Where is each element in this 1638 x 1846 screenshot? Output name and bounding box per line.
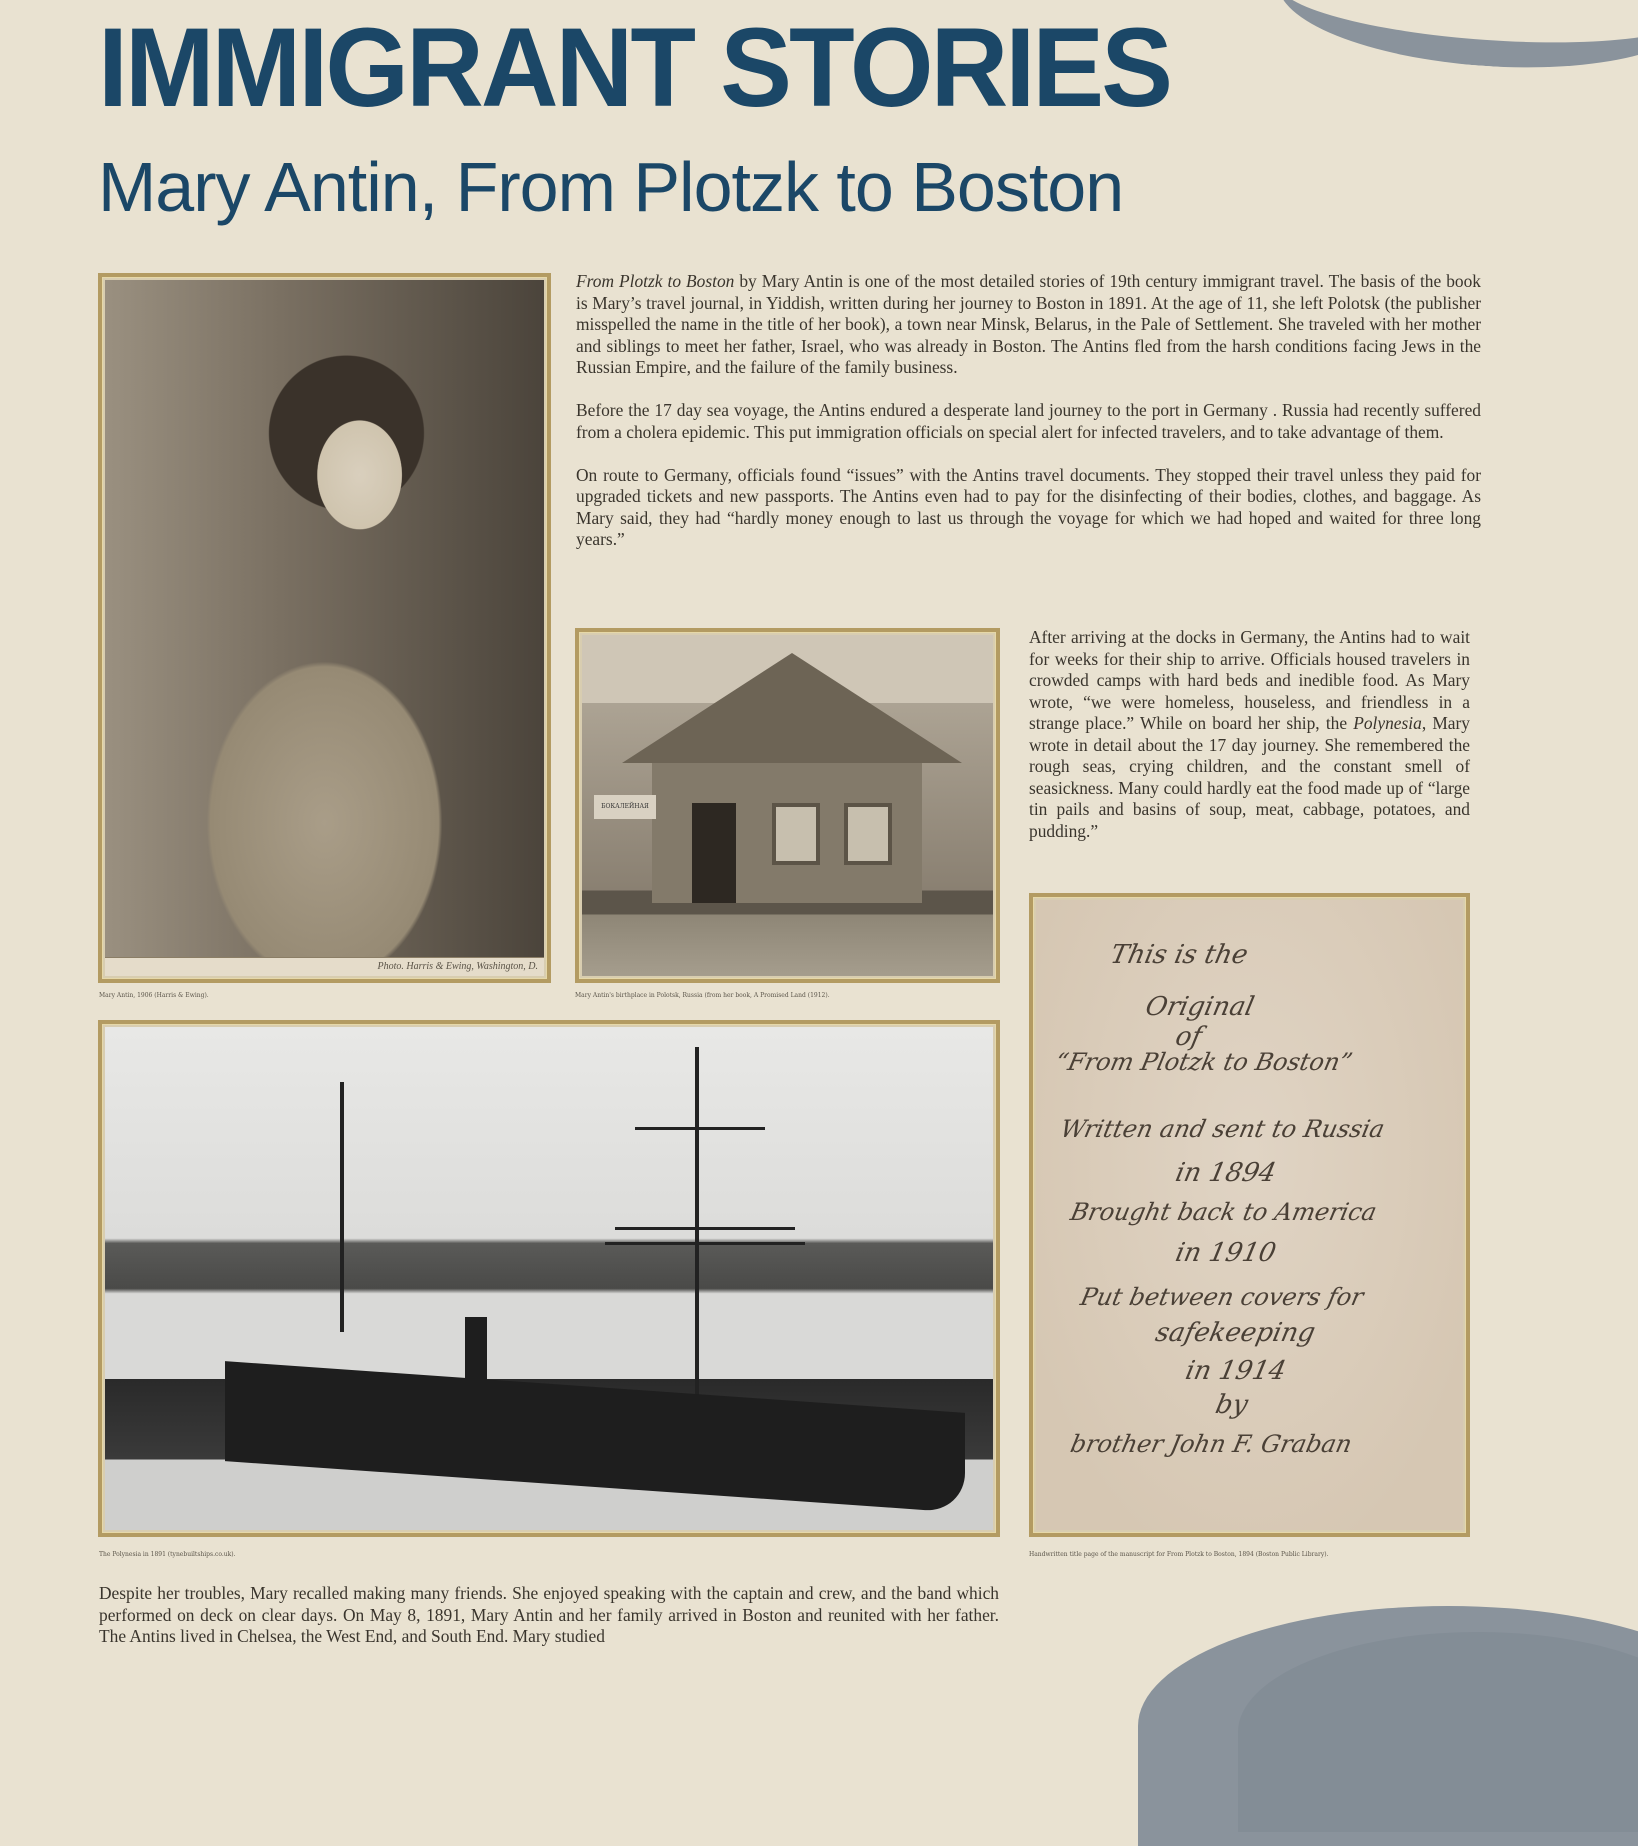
shop-sign: БОКАЛЕЙНАЯ bbox=[594, 795, 656, 819]
ship-name: Polynesia bbox=[1353, 713, 1422, 733]
page-subtitle: Mary Antin, From Plotzk to Boston bbox=[98, 148, 1124, 226]
manuscript-line: Brought back to America bbox=[1068, 1198, 1380, 1226]
house-roof bbox=[622, 653, 962, 763]
manuscript-line: Original bbox=[1142, 992, 1257, 1022]
portrait-photo-credit: Photo. Harris & Ewing, Washington, D. bbox=[105, 957, 544, 976]
birthplace-caption: Mary Antin's birthplace in Polotsk, Russia (from her book, A Promised Land (1912). bbox=[575, 992, 830, 999]
manuscript-line: in 1894 bbox=[1172, 1158, 1279, 1188]
birthplace-frame bbox=[575, 628, 1000, 983]
house-window bbox=[844, 803, 892, 865]
manuscript-line: of bbox=[1172, 1022, 1205, 1052]
paragraph-3: On route to Germany, officials found “issues” with the Antins travel documents. They stopped their travel unless they paid for upgraded tickets and new passports. The Antins even had to pay for the disinfecting of their bodies, clothes, and baggage. As Mary said, they had “hardly money enough to last us through the voyage for which we had hoped and waited for three long years.” bbox=[576, 464, 1481, 549]
ship-yard bbox=[605, 1242, 805, 1245]
portrait-frame bbox=[98, 273, 551, 983]
article-intro bbox=[576, 271, 1481, 572]
manuscript-line: Put between covers for bbox=[1078, 1283, 1366, 1311]
paragraph-1-text: by Mary Antin is one of the most detailed stories of 19th century immigrant travel. The basis of the book is Mary’s travel journal, in Yiddish, written during her journey to Boston in 1891. At the age of 11, she left Polotsk (the publisher misspelled the name in the title of her book), a town near Minsk, Belarus, in the Pale of Settlement. She traveled with her mother and siblings to meet her father, Israel, who was already in Boston. The Antins fled from the harsh conditions facing Jews in the Russian Empire, and the failure of the family business. bbox=[576, 271, 1481, 377]
house-door bbox=[692, 803, 736, 903]
paragraph-4-text-a: After arriving at the docks in Germany, the Antins had to wait for weeks for their ship to arrive. Officials housed travelers in crowded camps with hard beds and inedible food. As Mary wrote, “we were homeless, houseless, and friendless in a strange place.” While on board her ship, the bbox=[1029, 627, 1470, 733]
ship-yard bbox=[635, 1127, 765, 1130]
ship-caption: The Polynesia in 1891 (tynebuiltships.co.uk). bbox=[99, 1551, 236, 1558]
house-window bbox=[772, 803, 820, 865]
manuscript-line: “From Plotzk to Boston” bbox=[1053, 1048, 1355, 1076]
paragraph-4 bbox=[1029, 627, 1470, 842]
manuscript-caption: Handwritten title page of the manuscript for From Plotzk to Boston, 1894 (Boston Public Library). bbox=[1029, 1551, 1329, 1558]
article-arrival bbox=[99, 1583, 999, 1669]
book-title: From Plotzk to Boston bbox=[576, 271, 735, 291]
paragraph-1 bbox=[576, 271, 1481, 379]
page-title: IMMIGRANT STORIES bbox=[98, 5, 1171, 130]
paragraph-4-text-b: , Mary wrote in detail about the 17 day journey. She remembered the rough seas, crying children, and the constant smell of seasickness. Many could hardly eat the food made up of “large tin pails and basins of soup, meat, cabbage, potatoes, and pudding.” bbox=[1029, 713, 1470, 841]
paragraph-2: Before the 17 day sea voyage, the Antins endured a desperate land journey to the port in Germany . Russia had recently suffered from a cholera epidemic. This put immigration officials on special alert for infected travelers, and to take advantage of them. bbox=[576, 400, 1481, 442]
manuscript-line: brother John F. Graban bbox=[1068, 1430, 1355, 1458]
birthplace-photo bbox=[582, 635, 993, 976]
manuscript-line: in 1914 bbox=[1182, 1356, 1289, 1386]
portrait-photo bbox=[105, 280, 544, 976]
manuscript-line: Written and sent to Russia bbox=[1058, 1115, 1388, 1143]
manuscript-line: in 1910 bbox=[1172, 1238, 1279, 1268]
manuscript-line: This is the bbox=[1107, 940, 1251, 970]
manuscript-line: by bbox=[1212, 1390, 1251, 1420]
paragraph-5: Despite her troubles, Mary recalled making many friends. She enjoyed speaking with the captain and crew, and the band which performed on deck on clear days. On May 8, 1891, Mary Antin and her family arrived in Boston and reunited with her father. The Antins lived in Chelsea, the West End, and South End. Mary studied bbox=[99, 1583, 999, 1646]
ship-hull bbox=[225, 1361, 965, 1513]
portrait-caption: Mary Antin, 1906 (Harris & Ewing). bbox=[99, 992, 209, 999]
manuscript-photo bbox=[1036, 900, 1463, 1530]
ship-photo bbox=[105, 1027, 993, 1530]
article-voyage bbox=[1029, 627, 1470, 864]
ship-yard bbox=[615, 1227, 795, 1230]
manuscript-line: safekeeping bbox=[1152, 1318, 1318, 1348]
ship-mast bbox=[340, 1082, 344, 1332]
decorative-swoosh-top bbox=[1274, 0, 1638, 80]
ship-frame bbox=[98, 1020, 1000, 1537]
manuscript-frame bbox=[1029, 893, 1470, 1537]
